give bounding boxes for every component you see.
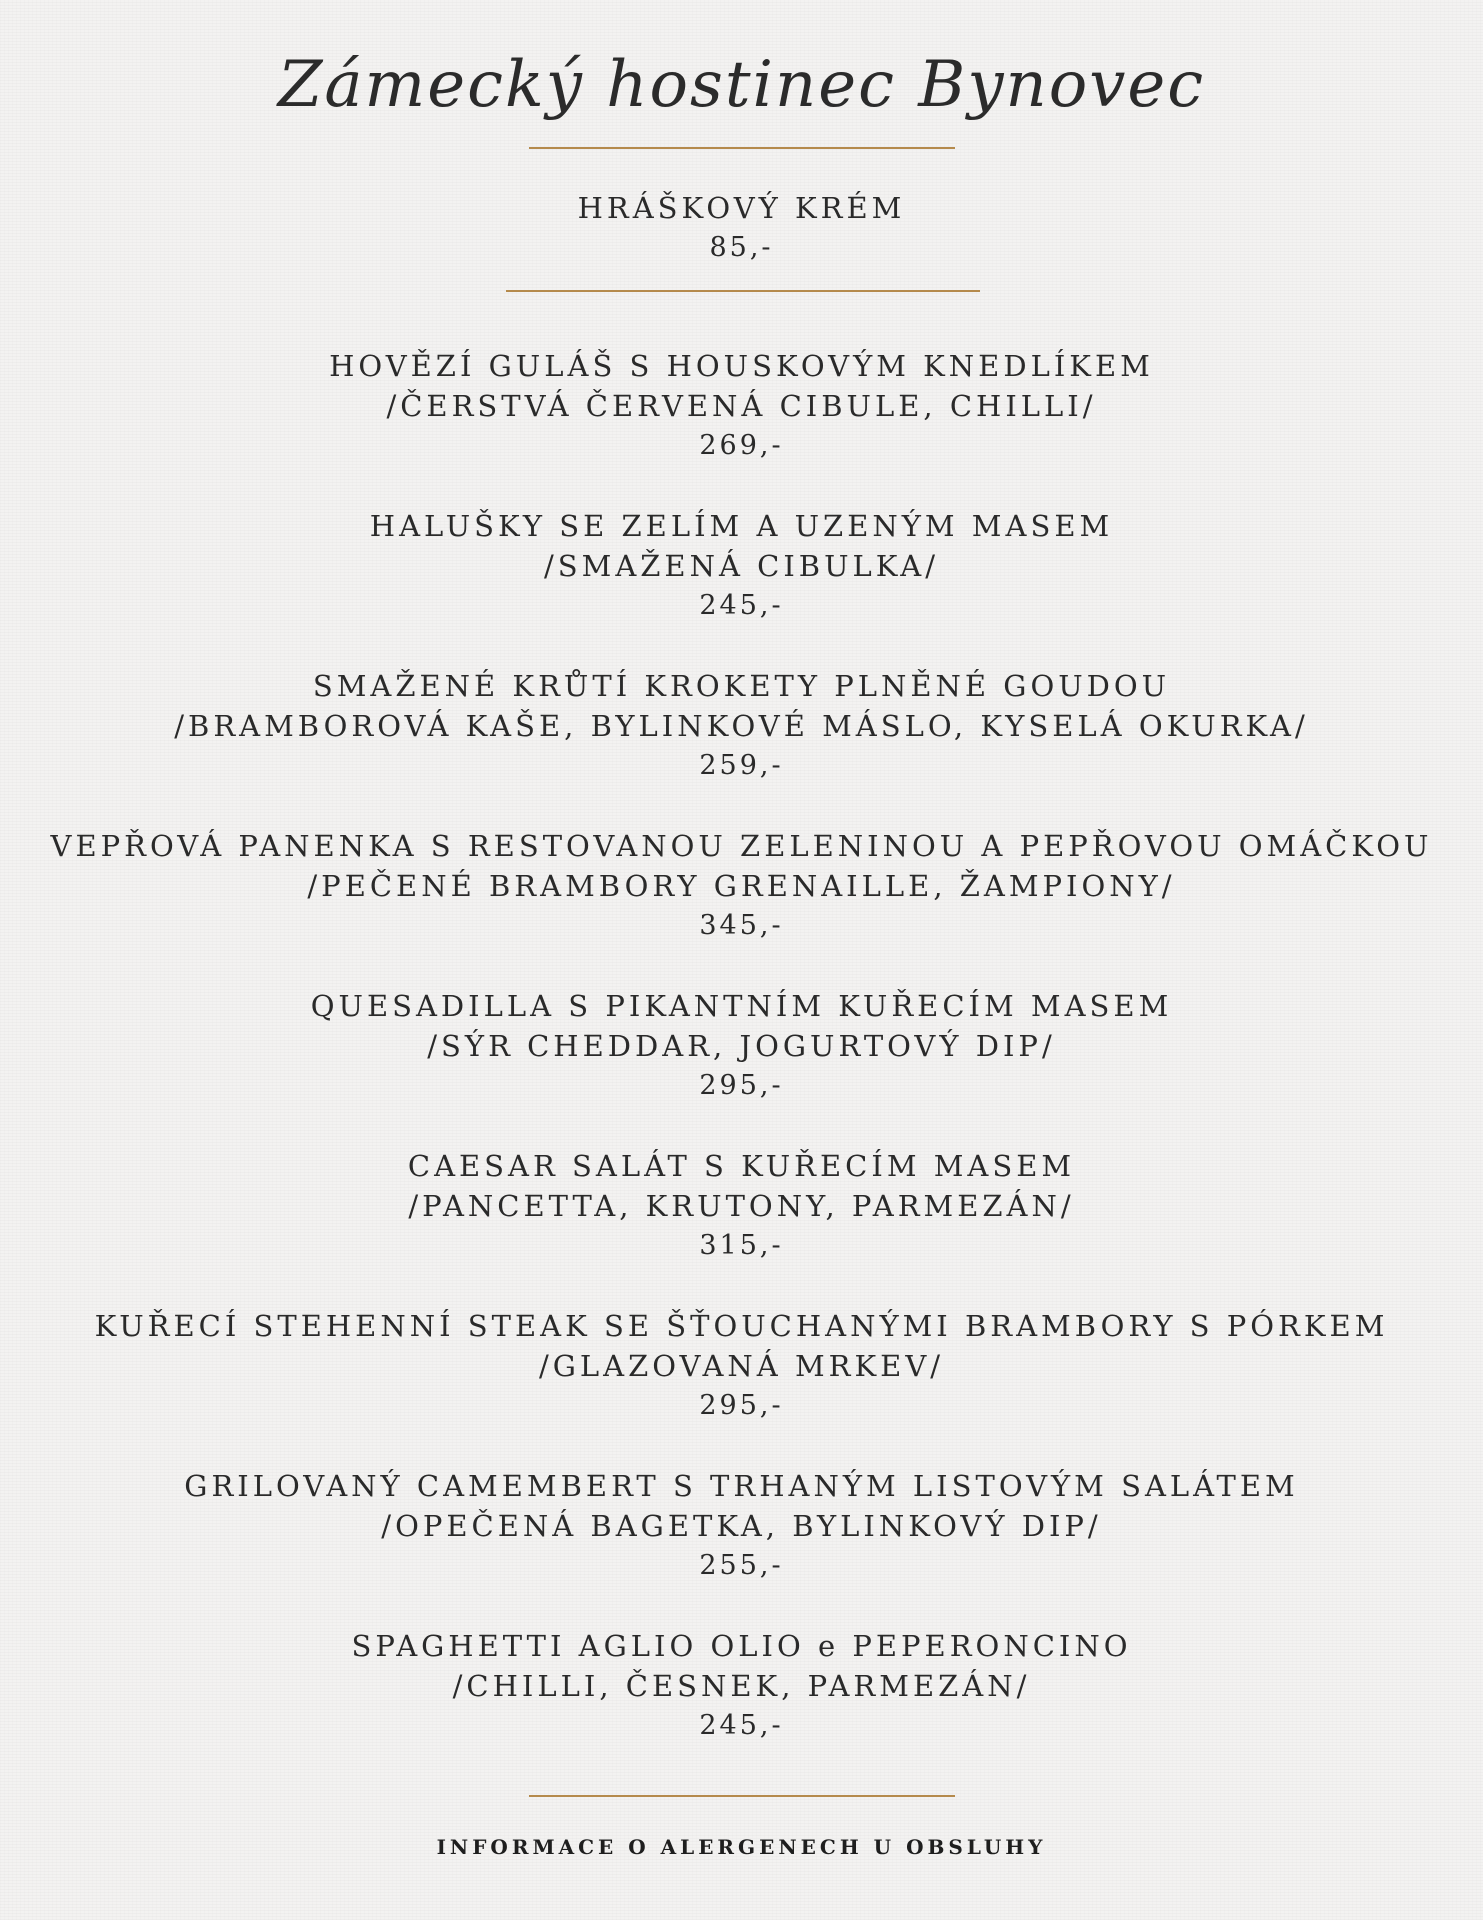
item-price: 295,- [699,1390,784,1421]
item-price: 245,- [699,590,784,621]
menu-item [0,1306,1483,1426]
item-name: QUESADILLA S PIKANTNÍM KUŘECÍM MASEM [310,989,1173,1023]
item-price: 315,- [699,1230,784,1261]
item-price: 255,- [699,1550,784,1581]
item-name: SPAGHETTI AGLIO OLIO e PEPERONCINO [351,1629,1132,1663]
soup-divider [506,290,980,292]
menu-item [0,666,1483,786]
menu-item [0,826,1483,946]
item-sides: /ČERSTVÁ ČERVENÁ CIBULE, CHILLI/ [386,389,1097,423]
item-name: GRILOVANÝ CAMEMBERT S TRHANÝM LISTOVÝM SALÁTEM [184,1469,1299,1503]
footer-divider [529,1795,955,1797]
item-name: CAESAR SALÁT S KUŘECÍM MASEM [407,1149,1076,1183]
menu-item [0,986,1483,1106]
item-price: 295,- [699,1070,784,1101]
main-dishes-list [0,346,1483,1786]
menu-item [0,1466,1483,1586]
item-price: 345,- [699,910,784,941]
menu-item [0,1626,1483,1746]
item-name: SMAŽENÉ KRŮTÍ KROKETY PLNĚNÉ GOUDOU [312,669,1171,703]
menu-item [0,1146,1483,1266]
item-sides: /PANCETTA, KRUTONY, PARMEZÁN/ [408,1189,1075,1223]
item-price: 269,- [699,430,784,461]
item-price: 245,- [699,1710,784,1741]
item-sides: /PEČENÉ BRAMBORY GRENAILLE, ŽAMPIONY/ [307,869,1176,903]
item-sides: /SÝR CHEDDAR, JOGURTOVÝ DIP/ [427,1029,1056,1063]
menu-item [0,346,1483,466]
menu-item [0,506,1483,626]
soup-item [0,188,1483,268]
item-price: 259,- [699,750,784,781]
item-name: KUŘECÍ STEHENNÍ STEAK SE ŠŤOUCHANÝMI BRAMBORY S PÓRKEM [94,1309,1389,1343]
item-name: VEPŘOVÁ PANENKA S RESTOVANOU ZELENINOU A PEPŘOVOU OMÁČKOU [50,829,1433,863]
item-name: HALUŠKY SE ZELÍM A UZENÝM MASEM [369,509,1114,543]
item-sides: /SMAŽENÁ CIBULKA/ [544,549,939,583]
title-divider [529,147,955,149]
item-sides: /GLAZOVANÁ MRKEV/ [538,1349,945,1383]
soup-price: 85,- [709,232,774,263]
item-sides: /OPEČENÁ BAGETKA, BYLINKOVÝ DIP/ [381,1509,1102,1543]
item-name: HOVĚZÍ GULÁŠ S HOUSKOVÝM KNEDLÍKEM [329,349,1154,383]
soup-name: HRÁŠKOVÝ KRÉM [577,191,906,225]
item-sides: /CHILLI, ČESNEK, PARMEZÁN/ [452,1669,1031,1703]
allergen-note: INFORMACE O ALERGENECH U OBSLUHY [436,1835,1047,1859]
restaurant-title: Zámecký hostinec Bynovec [277,48,1206,122]
item-sides: /BRAMBOROVÁ KAŠE, BYLINKOVÉ MÁSLO, KYSELÁ OKURKA/ [174,709,1309,743]
